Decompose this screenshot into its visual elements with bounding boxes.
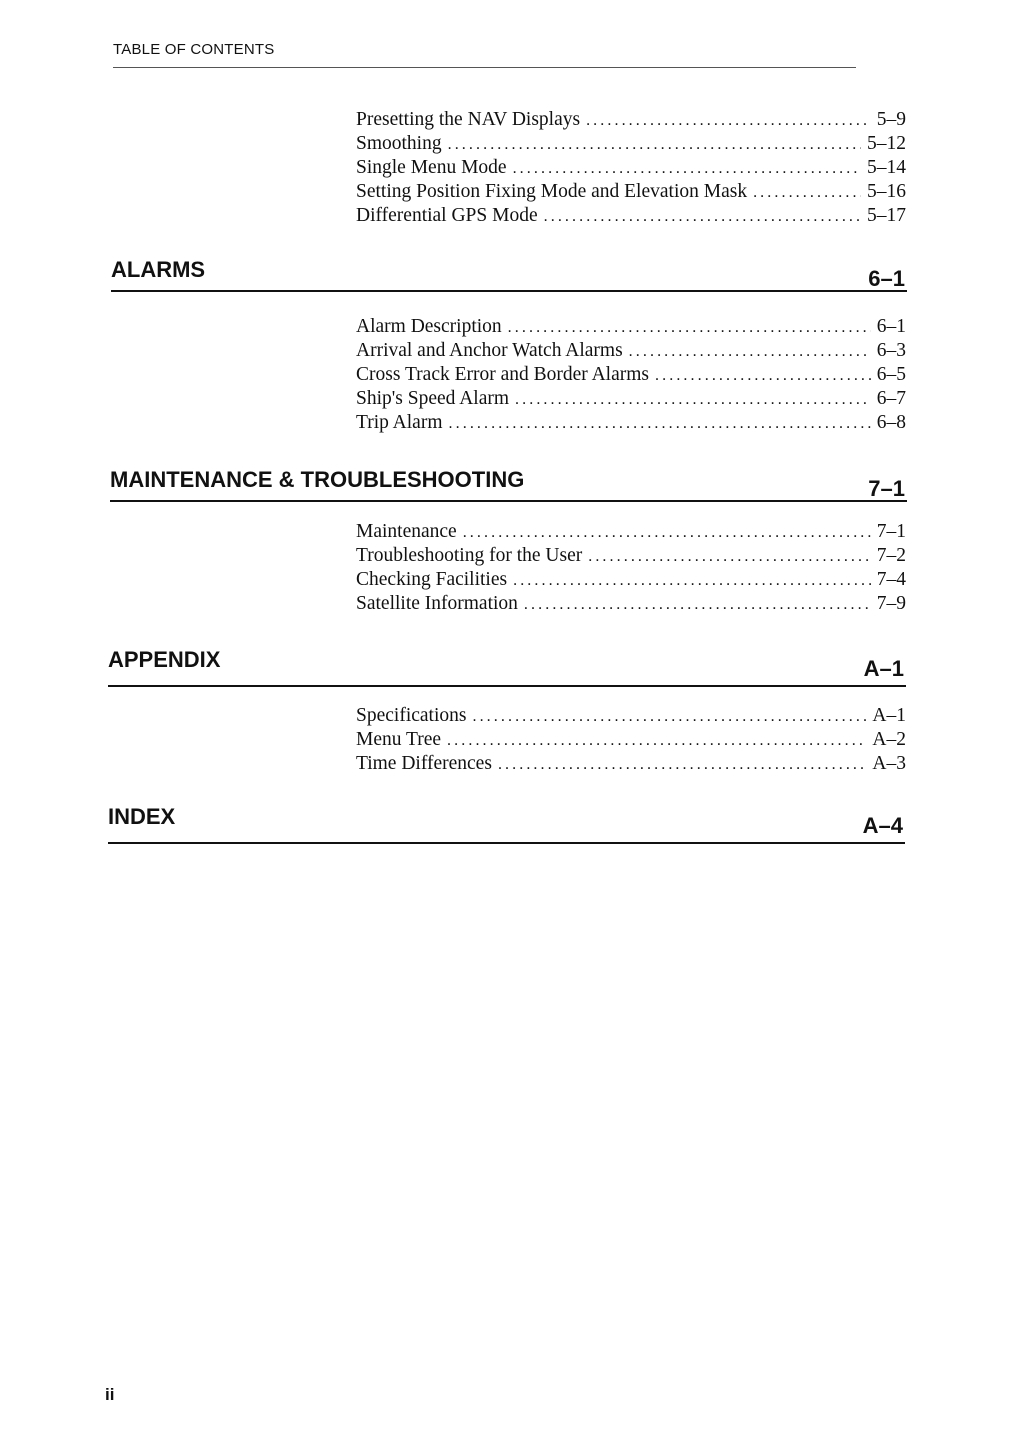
toc-entry[interactable] [356, 568, 906, 592]
leader-dots [588, 545, 871, 569]
entry-title: Maintenance [356, 521, 457, 542]
entry-page: 7–1 [876, 521, 906, 542]
entry-title: Trip Alarm [356, 412, 443, 433]
leader-dots [463, 521, 871, 545]
leader-dots [515, 388, 871, 412]
toc-entry[interactable] [356, 108, 906, 132]
leader-dots [513, 569, 871, 593]
entry-title: Menu Tree [356, 729, 442, 750]
section-title: ALARMS [111, 257, 206, 282]
section-page: A–1 [863, 656, 904, 681]
section-page: 7–1 [868, 476, 905, 501]
entry-title: Checking Facilities [356, 569, 508, 590]
leader-dots [586, 109, 871, 133]
toc-entry[interactable] [356, 411, 906, 435]
entry-title: Specifications [356, 705, 467, 726]
entry-page: 5–17 [867, 205, 906, 226]
section-page: 6–1 [868, 266, 905, 291]
leader-dots [544, 205, 861, 229]
entry-page: 5–12 [867, 133, 906, 154]
section-title: MAINTENANCE & TROUBLESHOOTING [110, 467, 525, 492]
toc-entry[interactable] [356, 156, 906, 180]
continued-entry-list [356, 108, 906, 228]
leader-dots [629, 340, 871, 364]
toc-entry[interactable] [356, 387, 906, 411]
maintenance-entry-list [356, 520, 906, 616]
toc-entry[interactable] [356, 752, 906, 776]
entry-page: 5–9 [876, 109, 906, 130]
entry-title: Satellite Information [356, 593, 518, 614]
section-heading-maintenance[interactable] [110, 467, 907, 502]
alarms-entry-list [356, 315, 906, 435]
entry-page: 6–5 [876, 364, 906, 385]
entry-title: Troubleshooting for the User [356, 545, 583, 566]
leader-dots [472, 705, 866, 729]
leader-dots [753, 181, 861, 205]
leader-dots [655, 364, 871, 388]
entry-title: Smoothing [356, 133, 442, 154]
entry-title: Arrival and Anchor Watch Alarms [356, 340, 623, 361]
entry-title: Alarm Description [356, 316, 502, 337]
page-number: ii [105, 1385, 115, 1404]
section-heading-appendix[interactable] [108, 647, 906, 687]
entry-page: 7–2 [876, 545, 906, 566]
entry-page: 6–7 [876, 388, 906, 409]
entry-page: 5–14 [867, 157, 906, 178]
toc-entry[interactable] [356, 132, 906, 156]
toc-entry[interactable] [356, 704, 906, 728]
entry-page: A–3 [872, 753, 906, 774]
entry-page: A–2 [872, 729, 906, 750]
section-title: INDEX [108, 804, 176, 829]
entry-title: Setting Position Fixing Mode and Elevation Mask [356, 181, 748, 202]
section-title: APPENDIX [108, 647, 221, 672]
entry-page: 5–16 [867, 181, 906, 202]
section-page: A–4 [862, 813, 903, 838]
toc-entry[interactable] [356, 180, 906, 204]
entry-title: Ship's Speed Alarm [356, 388, 510, 409]
entry-page: 7–9 [876, 593, 906, 614]
leader-dots [447, 729, 866, 753]
entry-page: 6–3 [876, 340, 906, 361]
toc-entry[interactable] [356, 592, 906, 616]
running-head: TABLE OF CONTENTS [113, 41, 856, 68]
leader-dots [498, 753, 866, 777]
entry-page: 6–8 [876, 412, 906, 433]
toc-entry[interactable] [356, 728, 906, 752]
entry-page: A–1 [872, 705, 906, 726]
entry-page: 6–1 [876, 316, 906, 337]
section-heading-alarms[interactable] [111, 257, 907, 292]
toc-entry[interactable] [356, 339, 906, 363]
leader-dots [448, 133, 861, 157]
leader-dots [524, 593, 871, 617]
entry-title: Single Menu Mode [356, 157, 507, 178]
toc-entry[interactable] [356, 520, 906, 544]
toc-entry[interactable] [356, 315, 906, 339]
entry-title: Cross Track Error and Border Alarms [356, 364, 650, 385]
entry-title: Time Differences [356, 753, 492, 774]
leader-dots [508, 316, 871, 340]
appendix-entry-list [356, 704, 906, 776]
entry-page: 7–4 [876, 569, 906, 590]
toc-entry[interactable] [356, 363, 906, 387]
entry-title: Presetting the NAV Displays [356, 109, 581, 130]
toc-entry[interactable] [356, 204, 906, 228]
toc-entry[interactable] [356, 544, 906, 568]
leader-dots [513, 157, 861, 181]
entry-title: Differential GPS Mode [356, 205, 538, 226]
section-heading-index[interactable] [108, 804, 905, 844]
leader-dots [449, 412, 871, 436]
